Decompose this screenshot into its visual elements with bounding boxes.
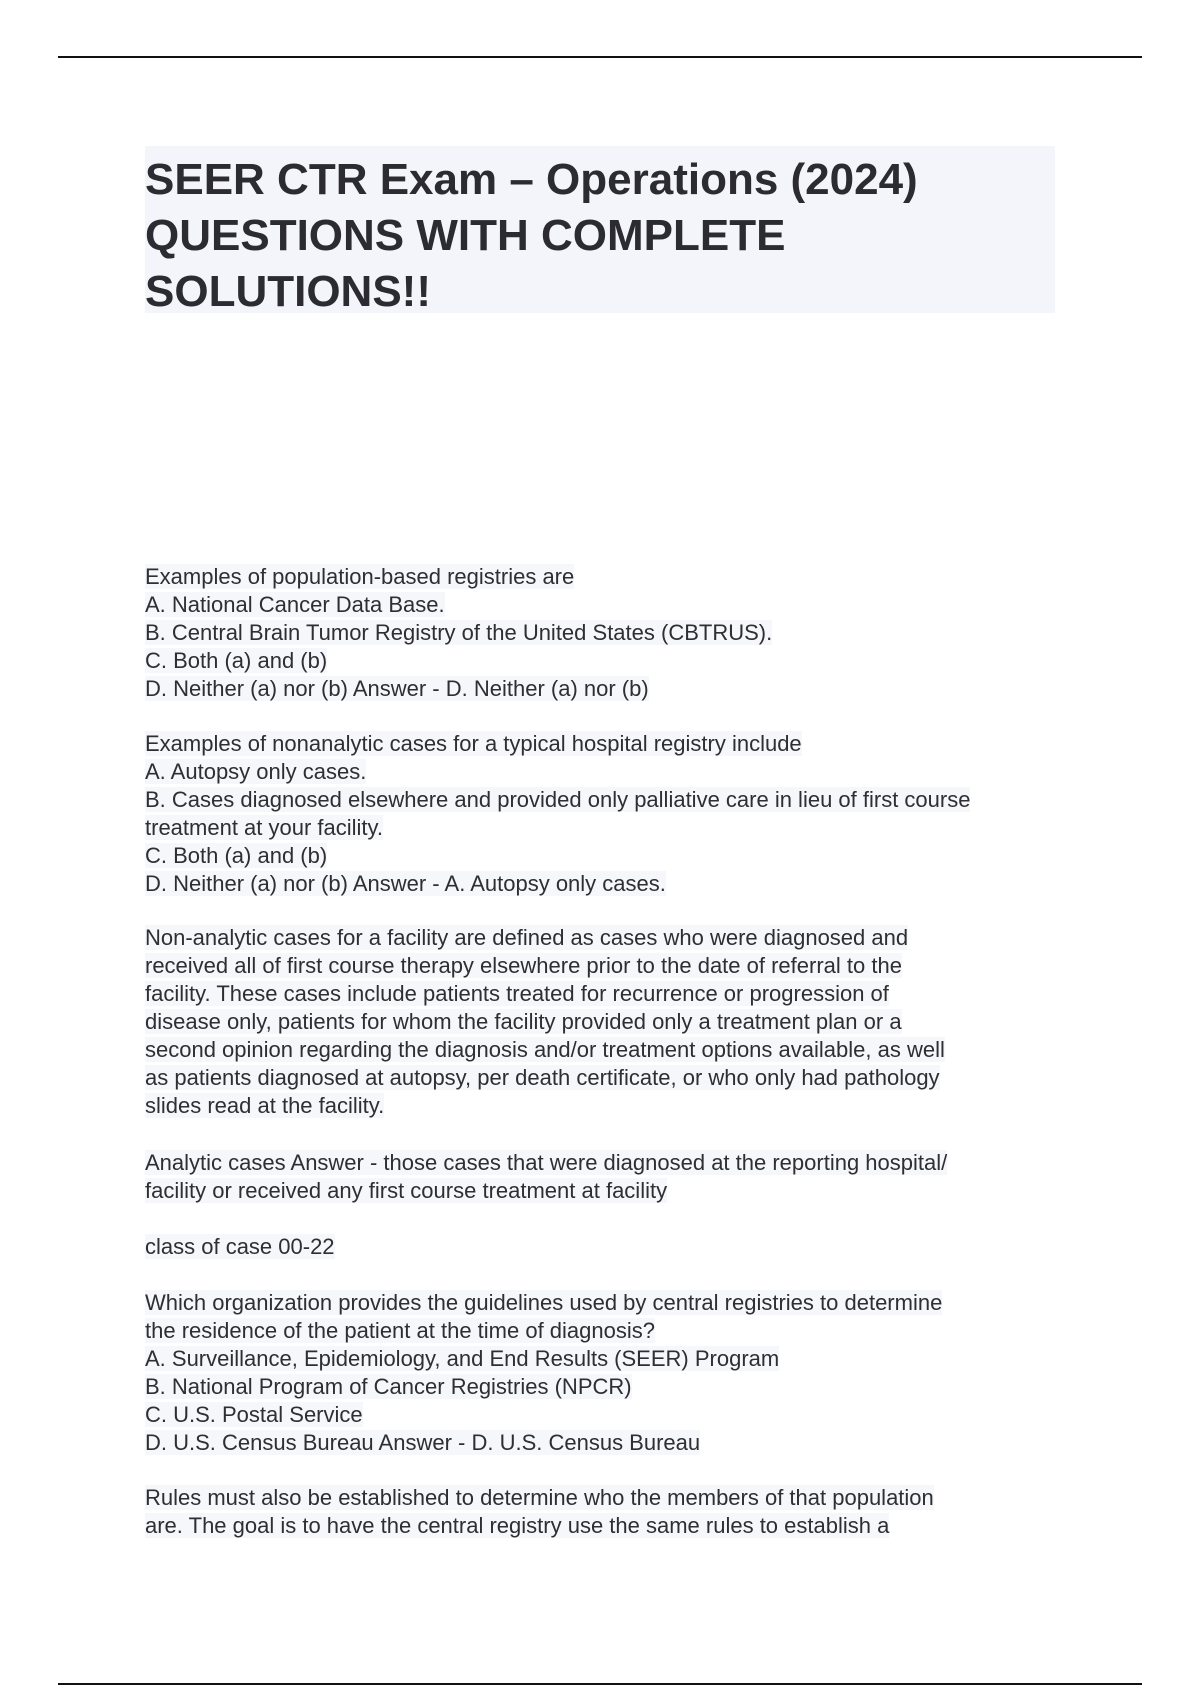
option-b-continued: treatment at your facility. [145,815,384,840]
document-title [145,146,1055,316]
paragraph-line: second opinion regarding the diagnosis and/or treatment options available, as well [145,1037,945,1062]
question-text-continued: the residence of the patient at the time of diagnosis? [145,1318,655,1343]
term-answer-continued: facility or received any first course treatment at facility [145,1178,668,1203]
question-text: Examples of population-based registries are [145,564,575,589]
option-c: C. Both (a) and (b) [145,843,328,868]
paragraph-line: as patients diagnosed at autopsy, per death certificate, or who only had pathology [145,1065,940,1090]
paragraph-line: Rules must also be established to determine who the members of that population [145,1485,934,1510]
option-d-answer: D. U.S. Census Bureau Answer - D. U.S. Census Bureau [145,1430,701,1455]
option-b: B. National Program of Cancer Registries (NPCR) [145,1374,632,1399]
paragraph-line: received all of first course therapy elsewhere prior to the date of referral to the [145,953,902,978]
paragraph-line: disease only, patients for whom the facility provided only a treatment plan or a [145,1009,902,1034]
header-rule [58,56,1142,58]
question-text: Which organization provides the guidelines used by central registries to determine [145,1290,943,1315]
option-c: C. U.S. Postal Service [145,1402,363,1427]
term-answer: Analytic cases Answer - those cases that were diagnosed at the reporting hospital/ [145,1150,948,1175]
qa-block-residence-guidelines [145,1289,942,1457]
option-c: C. Both (a) and (b) [145,648,328,673]
qa-block-population-registries [145,563,772,703]
qa-block-nonanalytic-cases [145,730,970,898]
title-line: SEER CTR Exam – Operations (2024) [145,155,918,204]
option-d-answer: D. Neither (a) nor (b) Answer - D. Neither (a) nor (b) [145,676,649,701]
paragraph-population-rules [145,1484,934,1540]
footer-rule [58,1683,1142,1685]
note-line: class of case 00-22 [145,1234,335,1259]
option-a: A. National Cancer Data Base. [145,592,445,617]
option-a: A. Surveillance, Epidemiology, and End Results (SEER) Program [145,1346,780,1371]
title-line: SOLUTIONS!! [145,267,431,316]
option-a: A. Autopsy only cases. [145,759,367,784]
paragraph-line: slides read at the facility. [145,1093,385,1118]
question-text: Examples of nonanalytic cases for a typical hospital registry include [145,731,802,756]
option-d-answer: D. Neither (a) nor (b) Answer - A. Autopsy only cases. [145,871,666,896]
paragraph-line: facility. These cases include patients treated for recurrence or progression of [145,981,889,1006]
qa-block-analytic-cases [145,1149,947,1205]
paragraph-nonanalytic-definition [145,924,945,1120]
class-of-case-note [145,1233,335,1261]
option-b: B. Cases diagnosed elsewhere and provided only palliative care in lieu of first course [145,787,971,812]
title-line: QUESTIONS WITH COMPLETE [145,211,786,260]
paragraph-line: are. The goal is to have the central registry use the same rules to establish a [145,1513,890,1538]
option-b: B. Central Brain Tumor Registry of the United States (CBTRUS). [145,620,773,645]
paragraph-line: Non-analytic cases for a facility are defined as cases who were diagnosed and [145,925,909,950]
